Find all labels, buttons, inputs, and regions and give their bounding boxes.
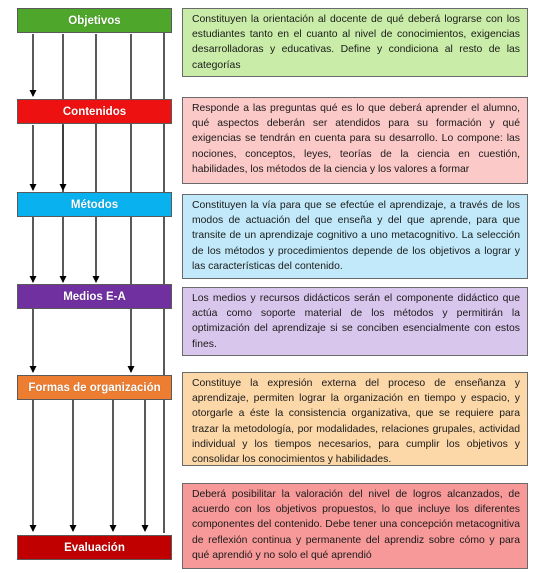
description-objetivos-text: Constituyen la orientación al docente de qué deberá lograrse con los estudiantes tanto en el cuanto al nivel de conocimientos, exigencias desarrolladoras y educativas. Define y condiciona al resto de las categorías [192, 14, 520, 71]
stage-objetivos-label: Objetivos [68, 14, 121, 27]
stage-metodos [17, 192, 172, 217]
description-medios-text: Los medios y recursos didácticos serán el componente didáctico que actúa como soporte material de los métodos y permitirán la optimización del aprendizaje si se conciben esencialmente con estos fines. [192, 293, 520, 350]
description-metodos [182, 194, 528, 279]
stage-metodos-label: Métodos [70, 198, 119, 211]
description-objetivos [182, 8, 528, 77]
description-metodos-text: Constituyen la vía para que se efectúe el aprendizaje, a través de los modos de actuación del que enseña y del que aprende, para que transite de un aprendizaje cognitivo a uno metacognitivo. La selección de los métodos y procedimientos depende de los objetivos a lograr y las características del contenido. [192, 200, 520, 272]
stage-contenidos-label: Contenidos [62, 105, 127, 118]
stage-evaluacion [17, 535, 172, 560]
stage-evaluacion-label: Evaluación [64, 541, 125, 554]
description-formas [182, 372, 528, 466]
stage-formas-label: Formas de organización [28, 381, 161, 394]
description-evaluacion-text: Deberá posibilitar la valoración del nivel de logros alcanzados, de acuerdo con los objetivos propuestos, lo que incluye los diferentes componentes del contenido. Debe tener una concepción metacognitiva de reflexión continua y permanente del aprendiz sobre cómo y para qué aprendió y no solo el qué aprendió [192, 489, 520, 561]
description-evaluacion [182, 483, 528, 569]
stage-objetivos [17, 8, 172, 33]
stage-medios-label: Medios E-A [63, 290, 126, 303]
stage-contenidos [17, 99, 172, 124]
description-contenidos [182, 97, 528, 184]
description-formas-text: Constituye la expresión externa del proceso de enseñanza y aprendizaje, permiten lograr la organización en tiempo y espacio, y otorgarle a éste la consistencia organizativa, que se requiere para trazar la metodología, por modalidades, relaciones grupales, actividad individual y los tiempos necesarios, para cumplir los objetivos y consolidar los conocimientos y habilidades. [192, 378, 520, 466]
stage-formas [17, 375, 172, 400]
description-contenidos-text: Responde a las preguntas qué es lo que deberá aprender el alumno, qué aspectos deberán ser atendidos para su formación y qué exigencias se tendrán en cuenta para su desarrollo. Lo compone: las nociones, conceptos, leyes, teorías de la ciencia en cuestión, habilidades, los métodos de la ciencia y los valores a formar [192, 103, 520, 175]
stage-medios [17, 284, 172, 309]
description-medios [182, 287, 528, 356]
